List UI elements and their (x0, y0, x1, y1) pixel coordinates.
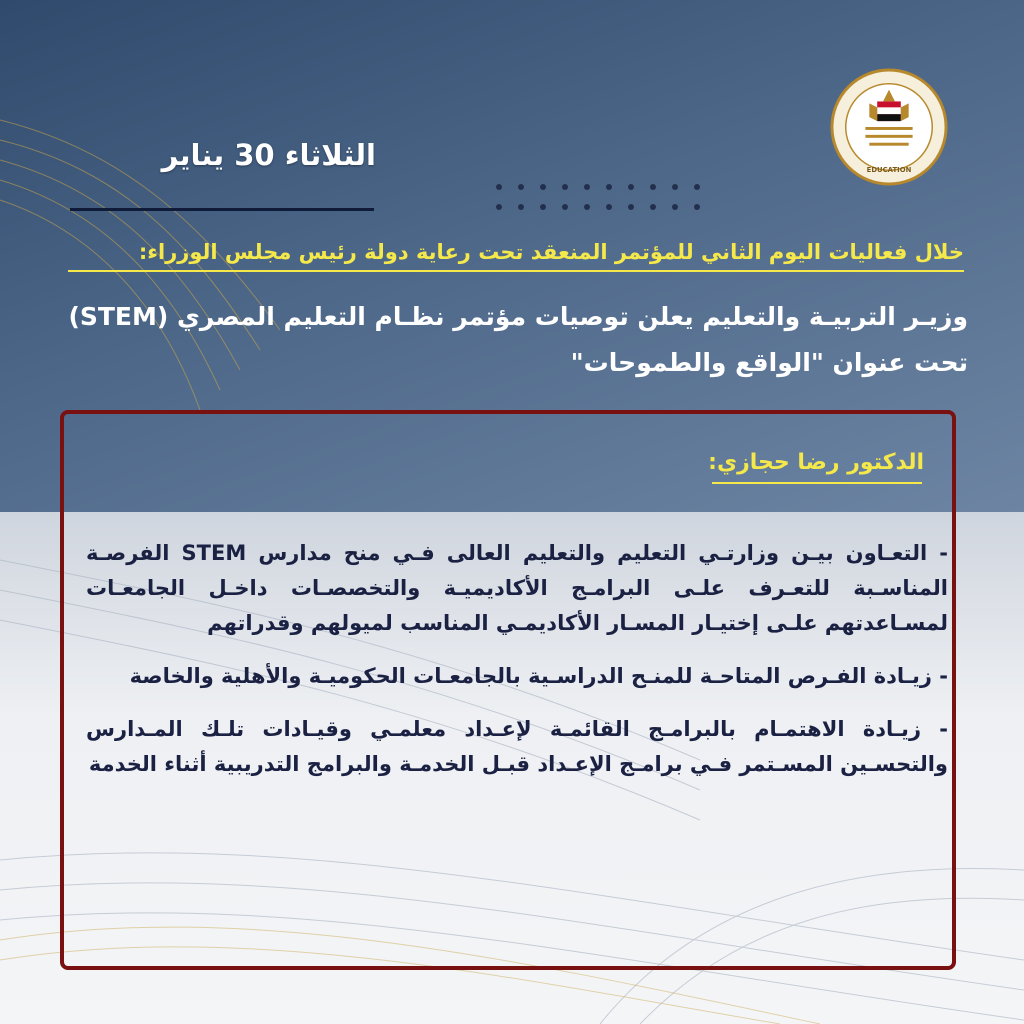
recommendations-list (86, 536, 948, 800)
recommendation-item: - زيـادة الفـرص المتاحـة للمنـح الدراسـية بالجامعـات الحكوميـة والأهلية والخاصة (129, 664, 948, 688)
headline: وزيـر التربيـة والتعليم يعلن توصيات مؤتمر نظـام التعليم المصري (STEM) تحت عنوان "الواقع والطموحات" (68, 302, 968, 377)
event-subtitle: خلال فعاليات اليوم الثاني للمؤتمر المنعقد تحت رعاية دولة رئيس مجلس الوزراء: (138, 240, 964, 264)
speaker-underline (712, 482, 922, 484)
decorative-dots (496, 182, 716, 214)
speaker-name: الدكتور رضا حجازي: (708, 450, 924, 475)
date-underline (70, 208, 374, 211)
date-label: الثلاثاء 30 يناير (161, 138, 376, 172)
recommendation-item: - زيـادة الاهتمـام بالبرامـج القائمـة لإعـداد معلمـي وقيـادات تلـك المـدارس والتحسـين المسـتمر فـي برامـج الإعـداد قبـل الخدمـة والبرامج التدريبية أثناء الخدمة (86, 717, 948, 776)
subtitle-underline (68, 270, 964, 272)
recommendation-item: - التعـاون بيـن وزارتـي التعليم والتعليم العالى فـي منح مدارس STEM الفرصـة المناسـبة للتعـرف علـى البرامـج الأكاديميـة والتخصصـات داخـل الجامعـات لمسـاعدتهم علـى إختيـار المسـار الأكاديمـي المناسب لميولهم وقدراتهم (86, 541, 948, 635)
ministry-logo (830, 68, 948, 186)
svg-text:EDUCATION: EDUCATION (866, 166, 912, 175)
